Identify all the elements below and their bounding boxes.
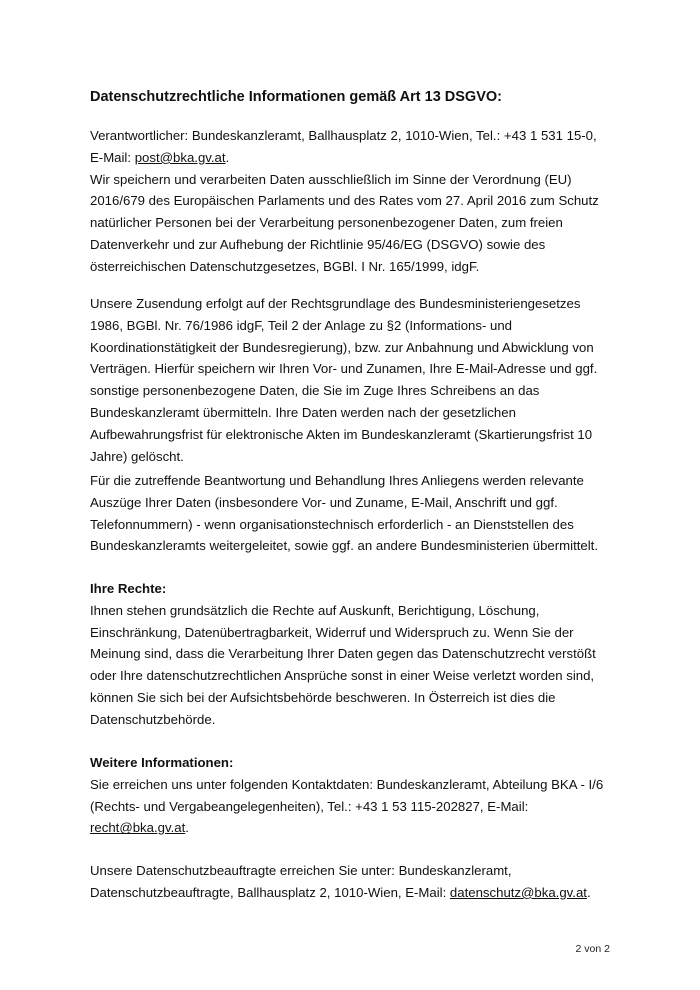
- document-title: Datenschutzrechtliche Informationen gemäß Art 13 DSGVO:: [90, 89, 502, 105]
- dpo-body: Unsere Datenschutzbeauftragte erreichen Sie unter: Bundeskanzleramt, Datenschutzbeauftragte, Ballhausplatz 2, 1010-Wien, E-Mail:: [90, 863, 512, 900]
- further-info-text: [90, 774, 610, 839]
- further-info-heading: Weitere Informationen:: [90, 755, 234, 770]
- datenschutz-email-link[interactable]: datenschutz@bka.gv.at: [449, 884, 587, 900]
- page-number: 2 von 2: [575, 943, 610, 955]
- further-info-body: Sie erreichen uns unter folgenden Kontaktdaten: Bundeskanzleramt, Abteilung BKA - I/6 (Rechts- und Vergabeangelegenheiten), Tel.: +43 1 53 115-202827, E-Mail:: [90, 776, 604, 814]
- controller-email-line: [90, 147, 610, 169]
- forwarding-paragraph: [90, 470, 610, 557]
- rights-section: [90, 578, 610, 731]
- rights-text: Ihnen stehen grundsätzlich die Rechte auf Auskunft, Berichtigung, Löschung, Einschränkung, Datenübertragbarkeit, Widerruf und Widerspruch zu. Wenn Sie der Meinung sind, dass die Verarbeitung Ihrer Daten gegen das Datenschutzrecht verstößt oder Ihre datenschutzrechtlichen Ansprüche sonst in einer Weise verletzt worden sind, können Sie sich bei der Aufsichtsbehörde beschweren. In Österreich ist dies die Datenschutzbehörde.: [90, 602, 596, 727]
- email-label: E-Mail:: [90, 149, 135, 165]
- rights-heading: Ihre Rechte:: [90, 581, 167, 596]
- punctuation: .: [225, 149, 230, 165]
- controller-line: Verantwortlicher: Bundeskanzleramt, Ballhausplatz 2, 1010-Wien, Tel.: +43 1 531 15-0,: [90, 128, 597, 143]
- dsgvo-paragraph: Wir speichern und verarbeiten Daten ausschließlich im Sinne der Verordnung (EU) 2016/679 des Europäischen Parlaments und des Rates vom 27. April 2016 zum Schutz natürlicher Personen bei der Verarbeitung personenbezogener Daten, zum freien Datenverkehr und zur Aufhebung der Richtlinie 95/46/EG (DSGVO) sowie des österreichischen Datenschutzgesetzes, BGBl. I Nr. 165/1999, idgF.: [90, 171, 599, 274]
- post-email-link[interactable]: post@bka.gv.at: [134, 149, 226, 165]
- legal-basis-text: Unsere Zusendung erfolgt auf der Rechtsgrundlage des Bundesministeriengesetzes 1986, BGBl. Nr. 76/1986 idgF, Teil 2 der Anlage zu §2 (Informations- und Koordinationstätigkeit der Bundesregierung), bzw. zur Anbahnung und Abwicklung von Verträgen. Hierfür speichern wir Ihren Vor- und Zunamen, Ihre E-Mail-Adresse und ggf. sonstige personenbezogene Daten, die Sie im Zuge Ihres Schreibens an das Bundeskanzleramt übermitteln. Ihre Daten werden nach der gesetzlichen Aufbewahrungsfrist für elektronische Akten im Bundeskanzleramt (Skartierungsfrist 10 Jahre) gelöscht.: [90, 296, 598, 464]
- punctuation: .: [185, 820, 189, 836]
- forwarding-text: Für die zutreffende Beantwortung und Behandlung Ihres Anliegens werden relevante Auszüge Ihrer Daten (insbesondere Vor- und Zuname, E-Mail, Anschrift und ggf. Telefonnummern) - wenn organisationstechnisch erforderlich - an Dienststellen des Bundeskanzleramts weitergeleitet, sowie ggf. an andere Bundesministerien übermittelt.: [90, 473, 598, 554]
- intro-section: [90, 125, 610, 278]
- dpo-text: [90, 860, 610, 904]
- dpo-section: [90, 860, 610, 904]
- punctuation: .: [586, 884, 591, 900]
- legal-basis-paragraph: [90, 293, 610, 467]
- recht-email-link[interactable]: recht@bka.gv.at: [90, 820, 186, 836]
- further-info-section: [90, 752, 610, 839]
